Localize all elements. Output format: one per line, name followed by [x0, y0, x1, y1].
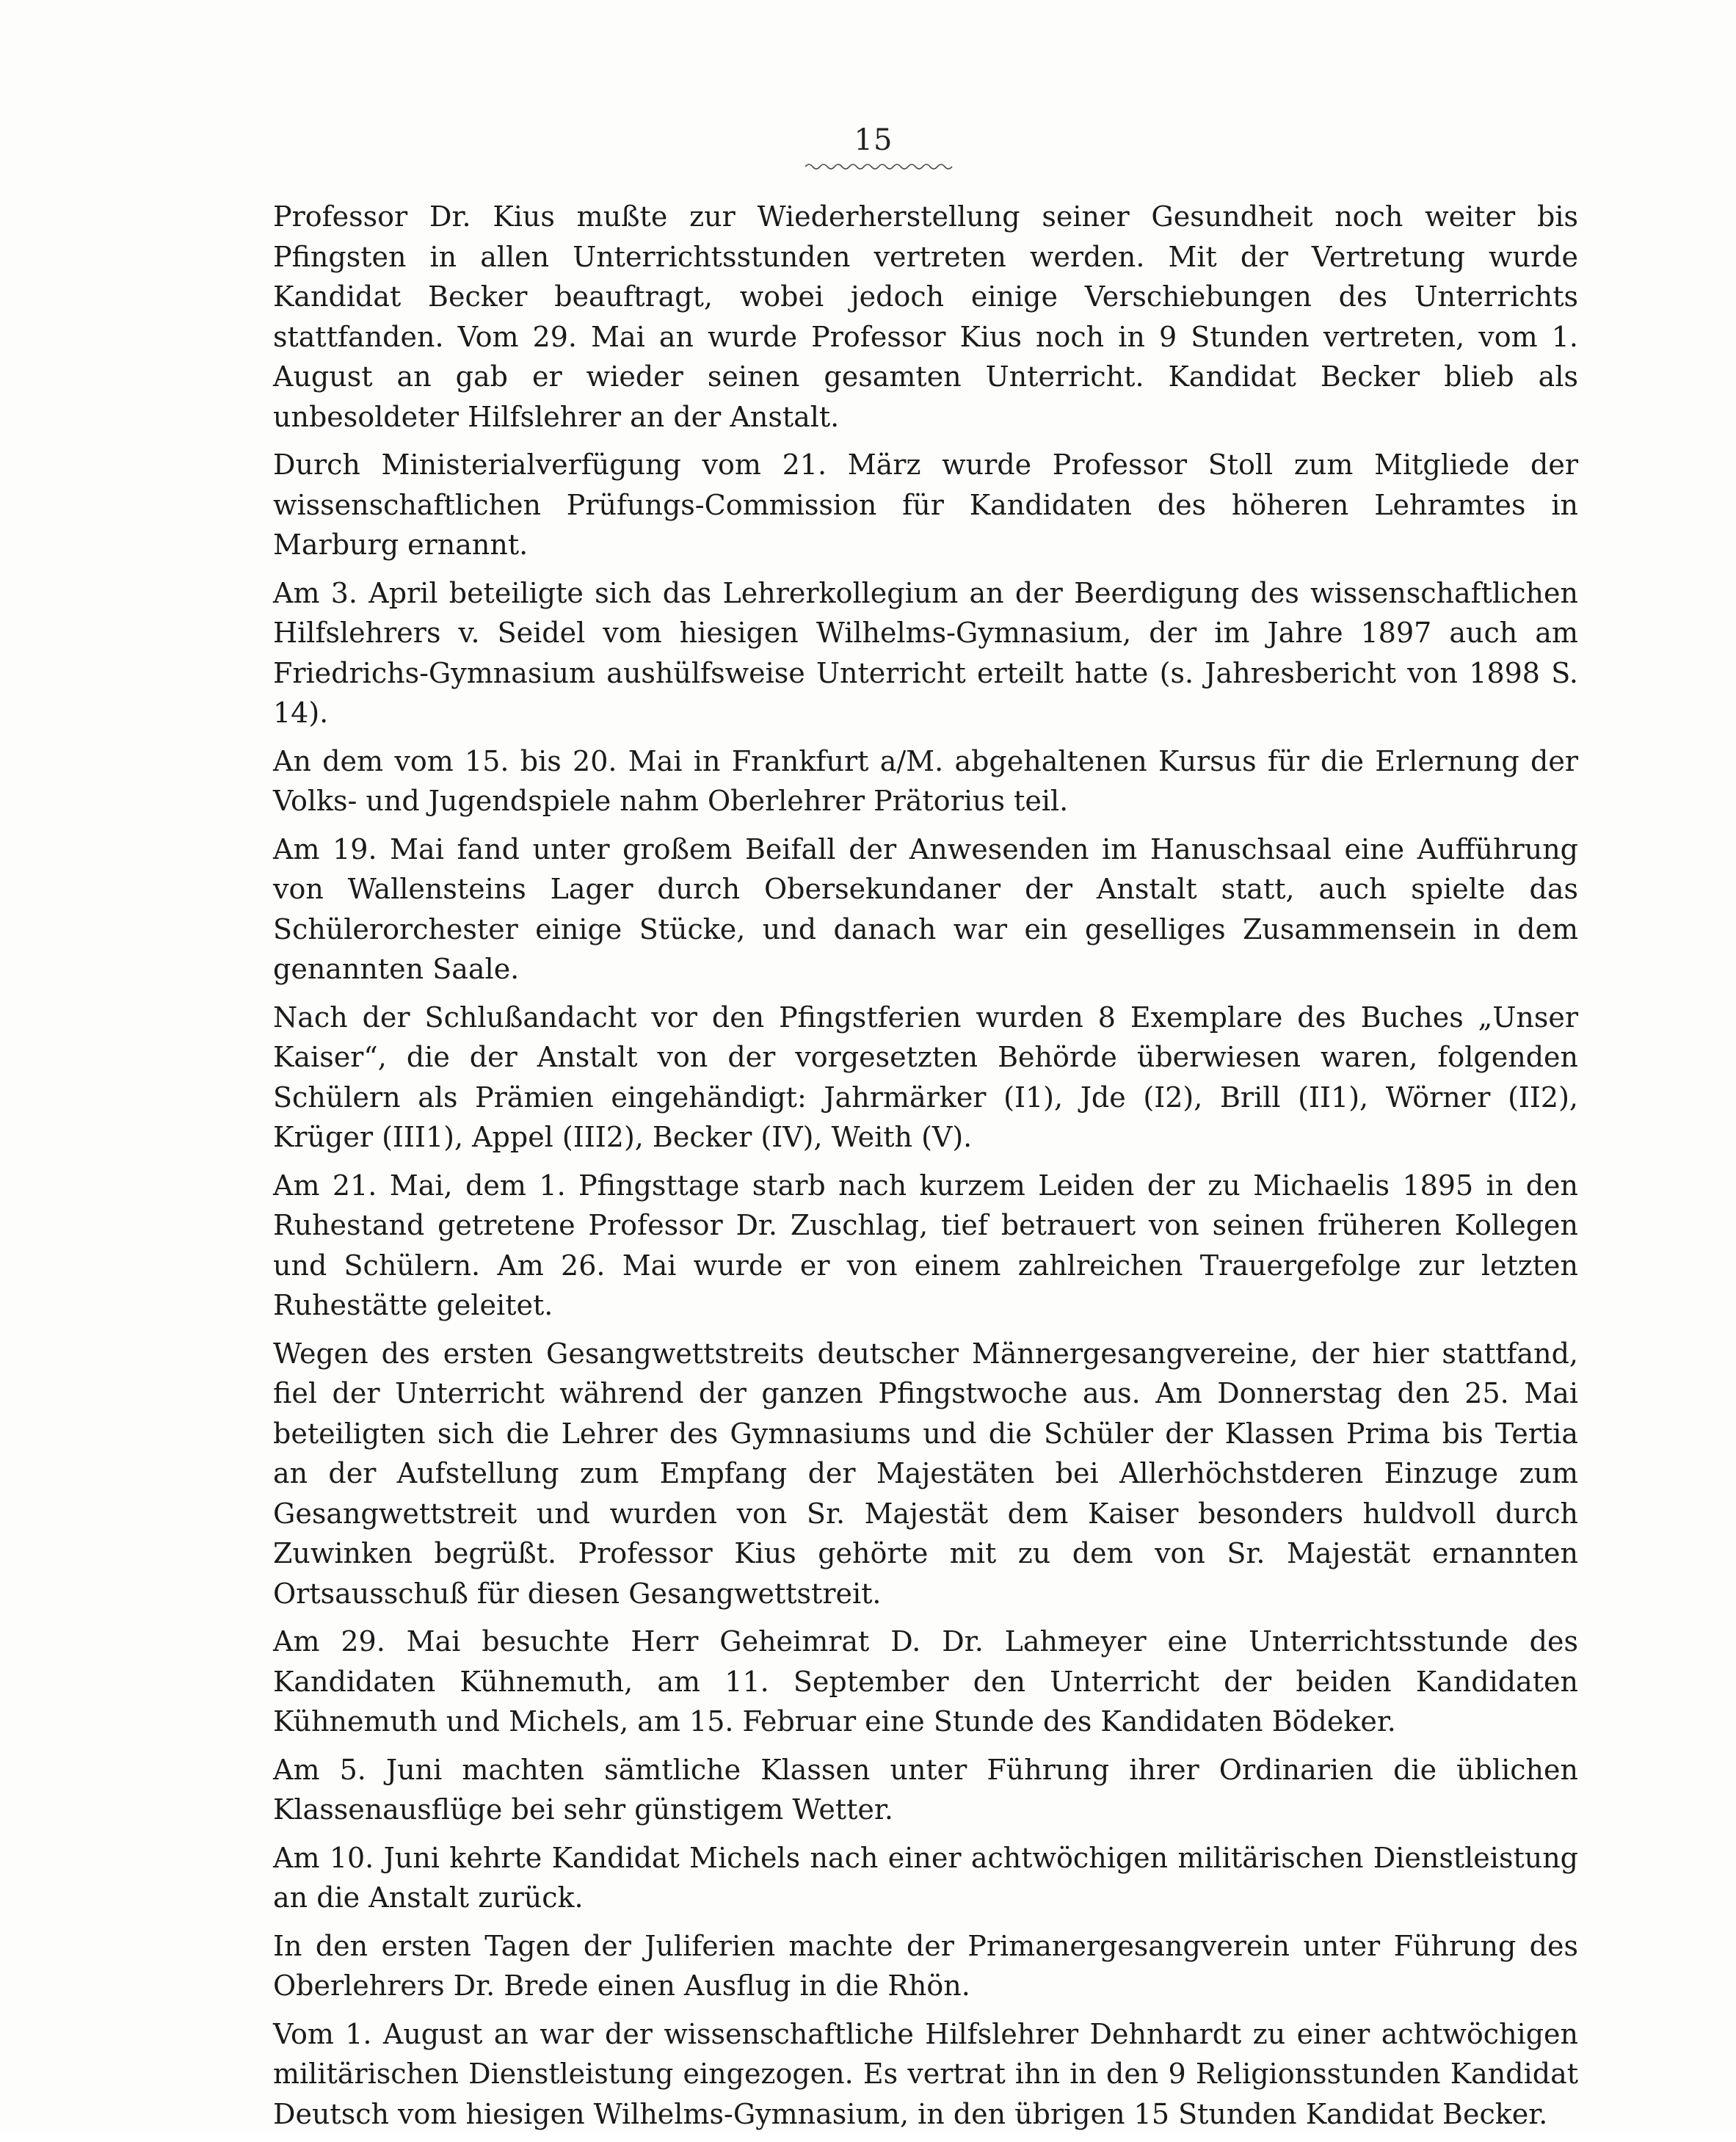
paragraph-praemien: Nach der Schlußandacht vor den Pfingstferien wurden 8 Exemplare des Buches „Unser Kaiser“, die der Anstalt von der vorgesetzten Behörde überwiesen waren, folgenden Schülern als Prämien eingehändigt: Jahrmärker (I1), Jde (I2), Brill (II1), Wörner (II2), Krüger (III1), Appel (III2), Becker (IV), Weith (V). — [273, 1001, 1578, 1153]
paragraph-zuschlag: Am 21. Mai, dem 1. Pfingsttage starb nach kurzem Leiden der zu Michaelis 1895 in den Ruhestand getretene Professor Dr. Zuschlag, tief betrauert von seinen früheren Kollegen und Schülern. Am 26. Mai wurde er von einem zahlreichen Trauergefolge zur letzten Ruhestätte geleitet. — [273, 1169, 1578, 1321]
paragraph-gesangwettstreit: Wegen des ersten Gesangwettstreits deutscher Männergesangvereine, der hier stattfand, fiel der Unterricht während der ganzen Pfingstwoche aus. Am Donnerstag den 25. Mai beteiligten sich die Lehrer des Gymnasiums und die Schüler der Klassen Prima bis Tertia an der Aufstellung zum Empfang der Majestäten bei Allerhöchstderen Einzuge zum Gesangwettstreit und wurden von Sr. Majestät dem Kaiser besonders huldvoll durch Zuwinken begrüßt. Professor Kius gehörte mit zu dem von Sr. Majestät ernannten Ortsausschuß für diesen Gesangwettstreit. — [273, 1337, 1578, 1610]
paragraph-lahmeyer-besuch: Am 29. Mai besuchte Herr Geheimrat D. Dr. Lahmeyer eine Unterrichtsstunde des Kandidaten Kühnemuth, am 11. September den Unterricht der beiden Kandidaten Kühnemuth und Michels, am 15. Februar eine Stunde des Kandidaten Bödeker. — [273, 1625, 1578, 1738]
paragraph-dehnhardt: Vom 1. August an war der wissenschaftliche Hilfslehrer Dehnhardt zu einer achtwöchigen militärischen Dienstleistung eingezogen. Es vertrat ihn in den 9 Religionsstunden Kandidat Deutsch vom hiesigen Wilhelms-Gymnasium, in den übrigen 15 Stunden Kandidat Becker. — [273, 2017, 1578, 2130]
paragraph-beerdigung-seidel: Am 3. April beteiligte sich das Lehrerkollegium an der Beerdigung des wissenschaftlichen Hilfslehrers v. Seidel vom hiesigen Wilhelms-Gymnasium, der im Jahre 1897 auch am Friedrichs-Gymnasium aushülfsweise Unterricht erteilt hatte (s. Jahresbericht von 1898 S. 14). — [273, 576, 1578, 729]
wavy-rule-ornament — [804, 161, 958, 172]
paragraph-stoll-ernennung: Durch Ministerialverfügung vom 21. März wurde Professor Stoll zum Mitgliede der wissenschaftlichen Prüfungs-Commission für Kandidaten des höheren Lehramtes in Marburg ernannt. — [273, 449, 1578, 561]
page-number: 15 — [854, 123, 893, 157]
paragraph-primanergesangverein: In den ersten Tagen der Juliferien machte der Primanergesangverein unter Führung des Oberlehrers Dr. Brede einen Ausflug in die Rhön. — [273, 1929, 1578, 2002]
paragraph-michels-rueckkehr: Am 10. Juni kehrte Kandidat Michels nach einer achtwöchigen militärischen Dienstleistung an die Anstalt zurück. — [273, 1841, 1578, 1914]
paragraph-kursus-frankfurt: An dem vom 15. bis 20. Mai in Frankfurt a/M. abgehaltenen Kursus für die Erlernung der Volks- und Jugendspiele nahm Oberlehrer Prätorius teil. — [273, 744, 1578, 817]
paragraph-wallensteins-lager: Am 19. Mai fand unter großem Beifall der Anwesenden im Hanuschsaal eine Aufführung von Wallensteins Lager durch Obersekundaner der Anstalt statt, auch spielte das Schülerorchester einige Stücke, und danach war ein geselliges Zusammensein in dem genannten Saale. — [273, 832, 1578, 985]
paragraph-klassenausfluege: Am 5. Juni machten sämtliche Klassen unter Führung ihrer Ordinarien die üblichen Klassenausflüge bei sehr günstigem Wetter. — [273, 1753, 1578, 1826]
body-text — [273, 197, 1578, 2142]
paragraph-kius-vertretung: Professor Dr. Kius mußte zur Wiederherstellung seiner Gesundheit noch weiter bis Pfingsten in allen Unterrichtsstunden vertreten werden. Mit der Vertretung wurde Kandidat Becker beauftragt, wobei jedoch einige Verschiebungen des Unterrichts stattfanden. Vom 29. Mai an wurde Professor Kius noch in 9 Stunden vertreten, vom 1. August an gab er wieder seinen gesamten Unterricht. Kandidat Becker blieb als unbesoldeter Hilfslehrer an der Anstalt. — [273, 200, 1578, 433]
